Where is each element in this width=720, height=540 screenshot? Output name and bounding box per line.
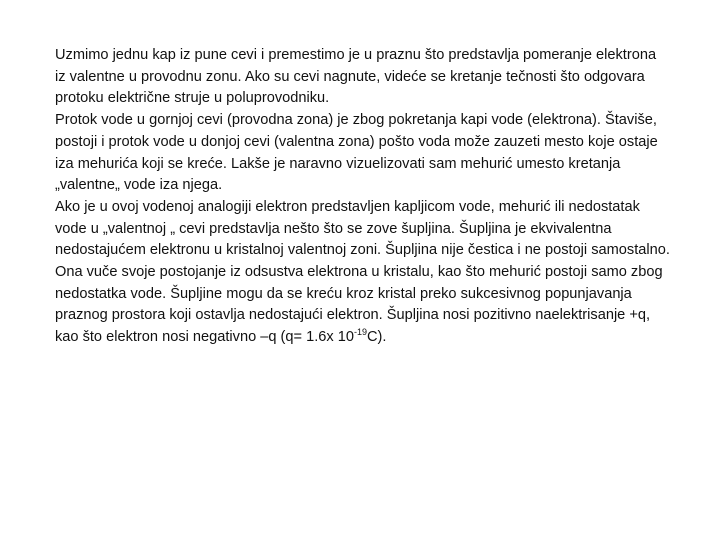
charge-unit: C). [366,329,387,346]
charge-exponent: -19 [353,327,367,338]
paragraph-hole-text: Ako je u ovoj vodenoj analogiji elektron predstavljen kapljicom vode, mehurić ili nedostatak vode u „valentnoj „ cevi predstavlja nešto što se zove šupljina. Šupljina je ekvivalentna nedostajućem elektronu u kristalnoj valentnoj zoni. Šupljina nije čestica i ne postoji samostalno. Ona vuče svoje postojanje iz odsustva elektrona u kristalu, kao što mehurić postoji samo zbog nedostatka vode. Šupljine mogu da se kreću kroz kristal preko sukcesivnog popunjavanja praznog prostora koji ostavlja nedostajući elektron. Šupljina nosi pozitivno naelektrisanje +q, kao što elektron nosi negativno –q (q= 1.6x 10 [55,198,670,346]
paragraph-hole-definition [55,197,670,349]
body-text [55,45,670,349]
paragraph-water-drop-analogy: Uzmimo jednu kap iz pune cevi i premestimo je u praznu što predstavlja pomeranje elektrona iz valentne u provodnu zonu. Ako su cevi nagnute, videće se kretanje tečnosti što odgovara protoku električne struje u poluprovodniku. [55,47,657,107]
paragraph-water-flow: Protok vode u gornjoj cevi (provodna zona) je zbog pokretanja kapi vode (elektrona). Štaviše, postoji i protok vode u donjoj cevi (valentna zona) pošto voda može zauzeti mesto koje ostaje iza mehurića koji se kreće. Lakše je naravno vizuelizovati sam mehurić umesto kretanja „valentne„ vode iza njega. [55,112,658,194]
